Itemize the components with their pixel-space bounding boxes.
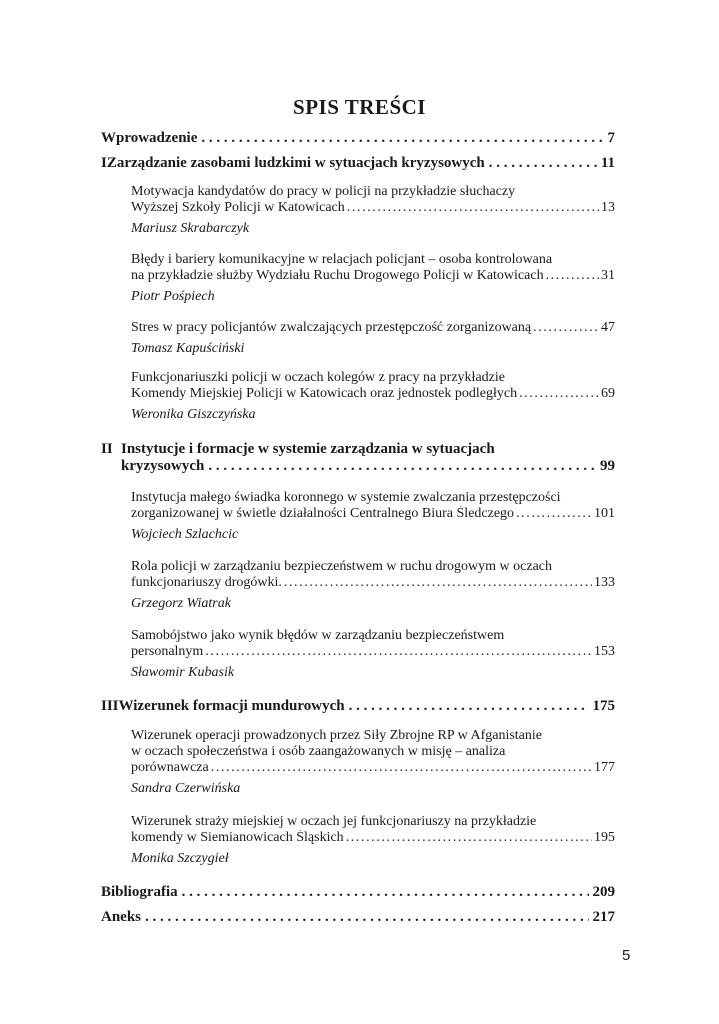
article-title-line: porównawcza (131, 760, 209, 775)
article-page: 31 (601, 268, 615, 283)
dot-leader (489, 155, 597, 172)
article-page: 133 (594, 575, 615, 590)
entry-label: Wprowadzenie (101, 130, 198, 146)
dot-leader (516, 506, 592, 522)
article-page: 195 (594, 830, 615, 845)
toc-article[interactable] (101, 252, 615, 305)
article-title-line: Instytucja małego świadka koronnego w systemie zwalczania przestępczości (131, 490, 561, 505)
article-author: Tomasz Kapuściński (131, 341, 245, 356)
section-page: 175 (592, 698, 615, 714)
entry-page: 7 (607, 130, 615, 146)
article-title-line: Funkcjonariuszki policji w oczach kolegów z pracy na przykładzie (131, 370, 505, 385)
section-title: kryzysowych (121, 458, 205, 474)
article-title-line: personalnym (131, 644, 204, 659)
toc-section-2[interactable] (101, 441, 615, 475)
dot-leader (205, 644, 592, 660)
article-title-line: Wizerunek operacji prowadzonych przez Siły Zbrojne RP w Afganistanie (131, 728, 543, 743)
article-title-line: Rola policji w zarządzaniu bezpieczeństwem w ruchu drogowym w oczach (131, 559, 552, 574)
dot-leader (346, 830, 592, 846)
article-author: Weronika Giszczyńska (131, 407, 256, 422)
article-title-line: zorganizowanej w świetle działalności Centralnego Biura Śledczego (131, 506, 515, 521)
toc-entry-introduction[interactable] (101, 130, 615, 147)
dot-leader (349, 698, 589, 715)
dot-leader (347, 200, 599, 216)
toc-article[interactable] (101, 559, 615, 612)
toc-entry-appendix[interactable] (101, 909, 615, 926)
toc-entry-bibliography[interactable] (101, 884, 615, 901)
toc-article[interactable] (101, 728, 615, 797)
article-title-line: funkcjonariuszy drogówki. (131, 575, 282, 590)
article-title-line: Motywacja kandydatów do pracy w policji na przykładzie słuchaczy (131, 184, 516, 199)
entry-label: Bibliografia (101, 884, 178, 900)
page-title: SPIS TREŚCI (293, 95, 426, 119)
dot-leader (284, 575, 592, 591)
dot-leader (211, 760, 592, 776)
article-author: Grzegorz Wiatrak (131, 596, 231, 611)
article-page: 13 (601, 200, 615, 215)
article-author: Sławomir Kubasik (131, 665, 235, 680)
section-title: Zarządzanie zasobami ludzkimi w sytuacjach kryzysowych (106, 155, 485, 171)
toc-article[interactable] (101, 370, 615, 423)
entry-label: Aneks (101, 909, 142, 925)
article-title-line: Wizerunek straży miejskiej w oczach jej funkcjonariuszy na przykładzie (131, 814, 537, 829)
dot-leader (145, 909, 588, 926)
section-number: II (101, 441, 113, 457)
dot-leader (519, 386, 599, 402)
dot-leader (533, 320, 599, 336)
dot-leader (208, 458, 596, 475)
section-title: Wizerunek formacji mundurowych (118, 698, 345, 714)
article-title-line: Błędy i bariery komunikacyjne w relacjach policjant – osoba kontrolowana (131, 252, 553, 267)
article-page: 153 (594, 644, 615, 659)
article-title-line: w oczach społeczeństwa i osób zaangażowanych w misję – analiza (131, 744, 506, 759)
toc-section-3[interactable] (101, 698, 615, 715)
toc-article[interactable] (101, 814, 615, 867)
section-page: 99 (600, 458, 615, 474)
toc-article[interactable] (101, 490, 615, 543)
dot-leader (201, 130, 603, 147)
dot-leader (546, 268, 599, 284)
article-page: 177 (594, 760, 615, 775)
article-author: Monika Szczygieł (131, 851, 229, 866)
article-author: Wojciech Szlachcic (131, 527, 239, 542)
article-title-line: komendy w Siemianowicach Śląskich (131, 830, 344, 845)
toc-article[interactable] (101, 184, 615, 237)
article-title-line: na przykładzie służby Wydziału Ruchu Drogowego Policji w Katowicach (131, 268, 544, 283)
section-title: Instytucje i formacje w systemie zarządzania w sytuacjach (121, 441, 495, 457)
entry-page: 209 (592, 884, 615, 900)
article-title-line: Samobójstwo jako wynik błędów w zarządzaniu bezpieczeństwem (131, 628, 505, 643)
section-page: 11 (600, 155, 615, 171)
toc-section-1[interactable] (101, 155, 615, 172)
article-title-line: Wyższej Szkoły Policji w Katowicach (131, 200, 345, 215)
article-author: Mariusz Skrabarczyk (131, 221, 250, 236)
article-title-line: Komendy Miejskiej Policji w Katowicach oraz jednostek podległych (131, 386, 518, 401)
section-number: III (101, 698, 119, 714)
toc-article[interactable] (101, 320, 615, 357)
page-number: 5 (622, 947, 631, 964)
article-title-line: Stres w pracy policjantów zwalczających przestępczość zorganizowaną (131, 320, 532, 335)
entry-page: 217 (592, 909, 615, 925)
article-page: 69 (601, 386, 615, 401)
section-number: I (101, 155, 107, 171)
toc-article[interactable] (101, 628, 615, 681)
article-author: Piotr Pośpiech (131, 289, 215, 304)
article-author: Sandra Czerwińska (131, 781, 241, 796)
article-page: 101 (594, 506, 615, 521)
dot-leader (182, 884, 589, 901)
article-page: 47 (601, 320, 615, 335)
